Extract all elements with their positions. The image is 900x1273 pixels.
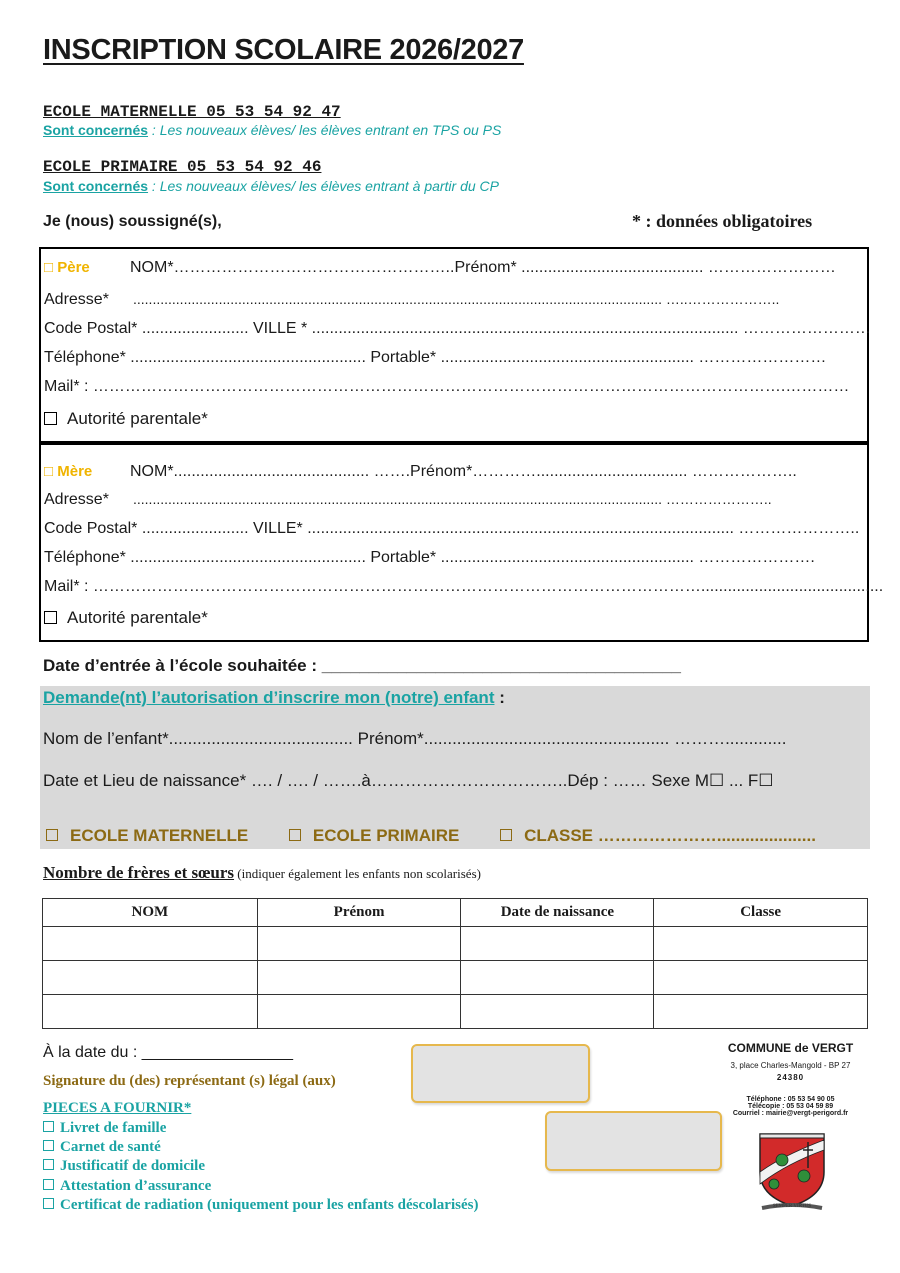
school-primaire-heading: ECOLE PRIMAIRE 05 53 54 92 46 [43,158,322,176]
piece-checkbox[interactable] [43,1121,54,1132]
col-date: Date de naissance [461,899,654,927]
primaire-checkbox[interactable] [289,829,301,841]
father-label: □ Père [44,259,90,276]
list-item: Attestation d’assurance [43,1178,211,1195]
maternelle-checkbox[interactable] [46,829,58,841]
mother-address-field[interactable]: ........................................................................................................................................ ………………….. [133,491,772,507]
father-authority-checkbox[interactable] [44,412,57,425]
commune-phone: Téléphone : 05 53 54 90 05 [746,1096,835,1103]
commune-name: COMMUNE de VERGT [727,1041,854,1055]
commune-postcode: 24380 [776,1073,805,1082]
undersigned-label: Je (nous) soussigné(s), [43,213,222,230]
mandatory-note: * : données obligatoires [632,211,813,231]
commune-address: 3, place Charles-Mangold - BP 27 [730,1061,851,1070]
primaire-option: ECOLE PRIMAIRE [312,826,460,845]
piece-checkbox[interactable] [43,1159,54,1170]
father-address-label: Adresse* [44,291,109,308]
commune-mail: Courriel : mairie@vergt-perigord.fr [732,1110,849,1117]
school-primaire-concern: Sont concernés : Les nouveaux élèves/ les élèves entrant à partir du CP [43,178,500,194]
commune-block [718,1041,863,1117]
pieces-title: PIECES A FOURNIR* [43,1100,192,1116]
table-row [43,995,868,1029]
maternelle-option: ECOLE MATERNELLE [70,826,249,845]
father-authority-label: Autorité parentale* [67,409,208,428]
father-section [39,247,869,443]
father-mail-field[interactable]: Mail* : ………………………………………………………………………………………………………………….………… [44,378,850,395]
motto: SEMPER VIRTUS [772,1204,812,1209]
list-item: Livret de famille [43,1120,166,1137]
table-row [43,961,868,995]
father-phone-field[interactable]: Téléphone* ..................................................... Portable* ......................................................... …………………… [44,349,827,366]
siblings-heading: Nombre de frères et sœurs (indiquer également les enfants non scolarisés) [43,863,481,882]
list-item: Carnet de santé [43,1139,161,1156]
mother-label: □ Mère [44,463,93,480]
signature-label: Signature du (des) représentant (s) légal (aux) [43,1073,336,1089]
commune-fax: Télécopie : 05 53 04 59 89 [747,1103,834,1110]
col-prenom: Prénom [257,899,461,927]
mother-phone-field[interactable]: Téléphone* ..................................................... Portable* ......................................................... …………………. [44,549,815,566]
mother-authority-label: Autorité parentale* [67,608,208,627]
list-item: Justificatif de domicile [43,1158,205,1175]
request-heading: Demande(nt) l’autorisation d’inscrire mon (notre) enfant [43,688,495,707]
mother-section [39,442,884,642]
child-birth-field[interactable]: Date et Lieu de naissance* …. / …. / …….à……………………………..Dép : …… Sexe M☐ ... F☐ [43,771,774,790]
school-maternelle-heading: ECOLE MATERNELLE 05 53 54 92 47 [43,103,341,121]
entry-date-field[interactable]: Date d’entrée à l’école souhaitée : ______________________________________ [43,656,681,675]
mother-address-label: Adresse* [44,491,109,508]
table-row [43,927,868,961]
father-name-field[interactable]: NOM*……………………………………………..Prénom* ......................................... …………………… [130,259,836,276]
mother-postcode-city-field[interactable]: Code Postal* ........................ VILLE* ................................................................................................ ………………….. [44,520,860,537]
mother-authority-checkbox[interactable] [44,611,57,624]
page-title: INSCRIPTION SCOLAIRE 2026/2027 [43,34,524,66]
piece-checkbox[interactable] [43,1179,54,1190]
col-nom: NOM [43,899,258,927]
mother-mail-field[interactable]: Mail* : ……………………………………………………………………………………………………......................................... [44,578,884,595]
father-postcode-city-field[interactable]: Code Postal* ........................ VILLE * ................................................................................................ …………………… [44,320,871,337]
col-classe: Classe [654,899,868,927]
child-name-field[interactable]: Nom de l’enfant*....................................... Prénom*.................................................... ………............. [43,729,787,748]
piece-checkbox[interactable] [43,1140,54,1151]
father-address-field[interactable]: ........................................................................................................................................ …..……………….. [133,291,780,307]
request-section [40,686,870,849]
date-field[interactable]: À la date du : _________________ [43,1044,294,1061]
school-maternelle-concern: Sont concernés : Les nouveaux élèves/ les élèves entrant en TPS ou PS [43,122,502,138]
mother-name-field[interactable]: NOM*............................................ …….Prénom*………….................................. ……………….. [130,463,797,480]
signature-box-1[interactable] [411,1044,590,1103]
classe-field[interactable]: CLASSE …………………..................... [524,826,816,845]
coat-of-arms-icon [752,1128,832,1214]
request-heading-colon: : [494,688,505,707]
classe-checkbox[interactable] [500,829,512,841]
piece-checkbox[interactable] [43,1198,54,1209]
list-item: Certificat de radiation (uniquement pour les enfants déscolarisés) [43,1197,478,1214]
siblings-table [42,898,868,1029]
signature-box-2[interactable] [545,1111,722,1171]
